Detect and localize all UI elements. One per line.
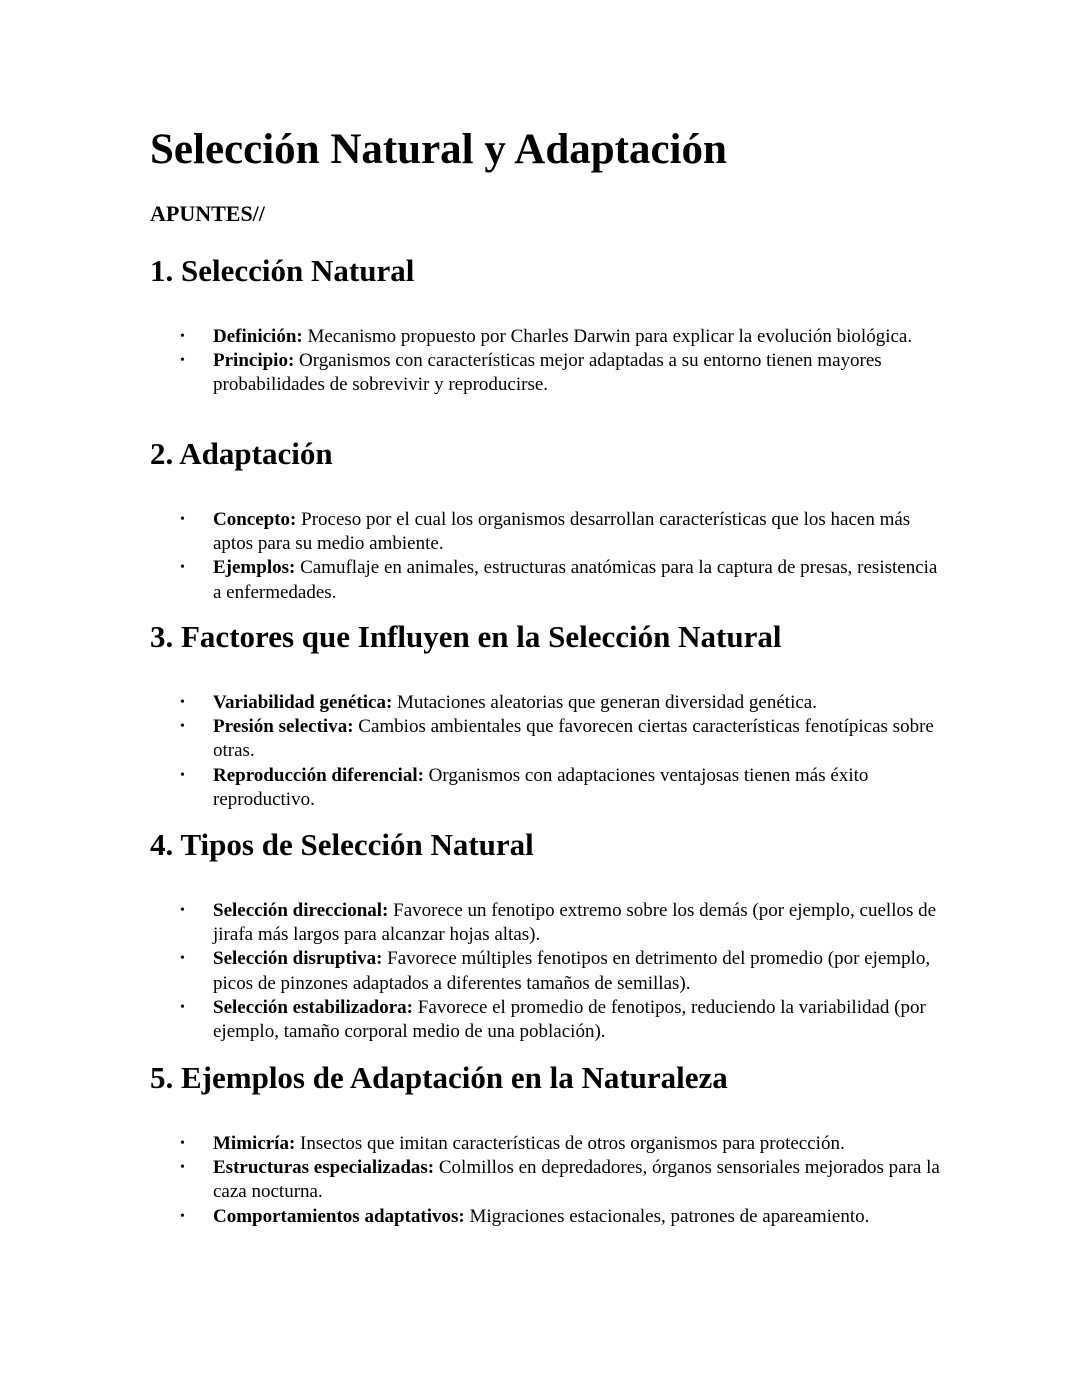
list-item: [150, 556, 950, 604]
section-tipos: [150, 825, 950, 1044]
list-item: [150, 1205, 950, 1229]
item-text: Proceso por el cual los organismos desarrollan características que los hacen más aptos para su medio ambiente.: [213, 509, 911, 555]
list-item: [150, 947, 950, 995]
item-term: Concepto:: [213, 509, 297, 530]
item-text: Migraciones estacionales, patrones de apareamiento.: [464, 1205, 870, 1227]
section-heading: 3. Factores que Influyen en la Selección Natural: [150, 619, 782, 654]
bullet-icon: •: [180, 903, 185, 918]
item-text: Organismos con adaptaciones ventajosas tienen más éxito reproductivo.: [213, 764, 869, 810]
item-term: Selección estabilizadora:: [213, 996, 413, 1018]
list-item: [150, 1156, 950, 1204]
bullet-icon: •: [180, 560, 185, 576]
item-text: Organismos con características mejor adaptadas a su entorno tienen mayores probabilidades de sobrevivir y reproducirse.: [213, 350, 882, 396]
section-heading: 5. Ejemplos de Adaptación en la Naturaleza: [150, 1060, 728, 1095]
document-title: Selección Natural y Adaptación: [150, 126, 727, 173]
item-term: Estructuras especializadas:: [213, 1157, 435, 1179]
bullet-icon: •: [180, 695, 185, 710]
section-heading: 4. Tipos de Selección Natural: [150, 827, 534, 862]
item-term: Presión selectiva:: [213, 716, 354, 738]
list-item: [150, 996, 950, 1044]
bullet-icon: •: [180, 719, 185, 735]
item-term: Principio:: [213, 350, 295, 372]
item-term: Variabilidad genética:: [213, 692, 393, 713]
section-heading: 1. Selección Natural: [150, 253, 415, 288]
section-ejemplos: [150, 1058, 950, 1229]
bullet-icon: •: [180, 512, 185, 527]
item-text: Colmillos en depredadores, órganos sensoriales mejorados para la caza nocturna.: [213, 1157, 940, 1203]
document-subtitle: APUNTES//: [150, 201, 265, 226]
list-item: [150, 899, 950, 947]
section-seleccion-natural: [150, 251, 950, 398]
section-heading: 2. Adaptación: [150, 436, 333, 471]
item-text: Favorece un fenotipo extremo sobre los demás (por ejemplo, cuellos de jirafa más largos para alcanzar hojas altas).: [213, 900, 937, 946]
list-item: [150, 764, 950, 812]
list-item: [150, 1132, 950, 1156]
section-adaptacion: [150, 434, 950, 605]
bullet-icon: •: [180, 767, 185, 783]
item-term: Reproducción diferencial:: [213, 764, 424, 786]
bullet-list: [150, 899, 950, 1044]
list-item: [150, 325, 950, 349]
item-term: Ejemplos:: [213, 557, 296, 579]
item-term: Mimicría:: [213, 1133, 296, 1154]
item-text: Favorece el promedio de fenotipos, reduciendo la variabilidad (por ejemplo, tamaño corporal medio de una población).: [213, 996, 926, 1043]
bullet-icon: •: [180, 329, 185, 344]
list-item: [150, 691, 950, 715]
item-term: Definición:: [213, 326, 303, 347]
bullet-icon: •: [180, 999, 185, 1015]
item-term: Selección direccional:: [213, 900, 389, 921]
bullet-list: [150, 325, 950, 398]
list-item: [150, 349, 950, 397]
item-term: Comportamientos adaptativos:: [213, 1205, 465, 1227]
bullet-icon: •: [180, 1160, 185, 1176]
bullet-list: [150, 691, 950, 812]
bullet-icon: •: [180, 951, 185, 967]
list-item: [150, 508, 950, 556]
item-text: Camuflaje en animales, estructuras anatómicas para la captura de presas, resistencia a enfermedades.: [213, 557, 938, 603]
list-item: [150, 715, 950, 763]
item-text: Mecanismo propuesto por Charles Darwin para explicar la evolución biológica.: [302, 326, 913, 347]
section-factores: [150, 617, 950, 812]
item-text: Favorece múltiples fenotipos en detrimento del promedio (por ejemplo, picos de pinzones adaptados a diferentes tamaños de semillas).: [213, 948, 931, 994]
item-text: Cambios ambientales que favorecen ciertas características fenotípicas sobre otras.: [213, 716, 934, 762]
item-term: Selección disruptiva:: [213, 948, 383, 970]
bullet-icon: •: [180, 1208, 185, 1224]
item-text: Mutaciones aleatorias que generan diversidad genética.: [392, 692, 817, 713]
item-text: Insectos que imitan características de otros organismos para protección.: [295, 1133, 845, 1154]
bullet-list: [150, 1132, 950, 1229]
bullet-icon: •: [180, 1136, 185, 1151]
bullet-list: [150, 508, 950, 605]
bullet-icon: •: [180, 353, 185, 369]
